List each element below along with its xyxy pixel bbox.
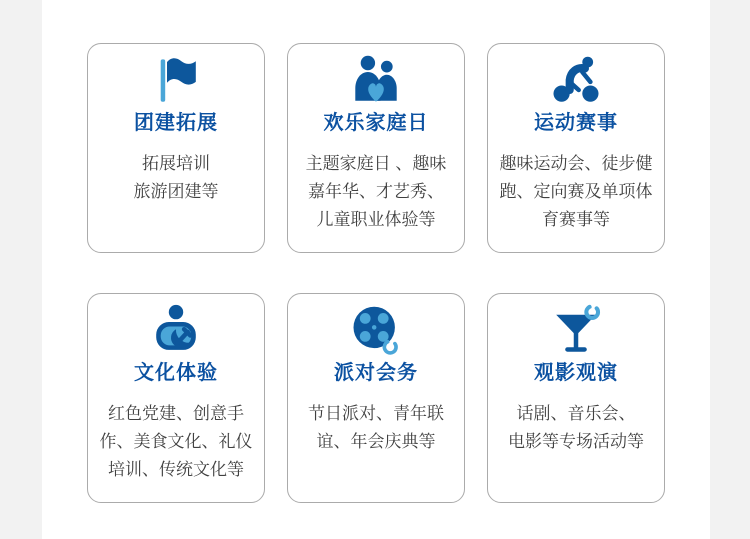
- card-movie-performance: [487, 293, 665, 503]
- card-culture-experience: [87, 293, 265, 503]
- card-title: 欢乐家庭日: [323, 112, 429, 134]
- card-sports-events: [487, 43, 665, 253]
- card-description: 主题家庭日 、趣味 嘉年华、才艺秀、 儿童职业体验等: [305, 154, 447, 229]
- card-description: 趣味运动会、徒步健 跑、定向赛及单项体 育赛事等: [499, 154, 653, 229]
- card-description: 红色党建、创意手 作、美食文化、礼仪 培训、传统文化等: [99, 404, 253, 479]
- family-icon: [288, 54, 464, 108]
- card-family-day: [287, 43, 465, 253]
- martini-glass-icon: [488, 304, 664, 358]
- card-team-building: [87, 43, 265, 253]
- card-party-meeting: [287, 293, 465, 503]
- service-card-grid: [42, 0, 710, 503]
- card-title: 派对会务: [334, 362, 418, 384]
- content-area: [42, 0, 710, 539]
- card-title: 文化体验: [134, 362, 218, 384]
- cyclist-icon: [488, 54, 664, 108]
- card-description: 拓展培训 旅游团建等: [133, 154, 219, 201]
- film-reel-icon: [288, 304, 464, 358]
- flag-icon: [88, 54, 264, 108]
- culture-person-icon: [88, 304, 264, 358]
- card-title: 观影观演: [534, 362, 618, 384]
- card-description: 话剧、音乐会、 电影等专场活动等: [508, 404, 644, 451]
- card-description: 节日派对、青年联 谊、年会庆典等: [308, 404, 444, 451]
- card-title: 团建拓展: [134, 112, 218, 134]
- card-title: 运动赛事: [534, 112, 618, 134]
